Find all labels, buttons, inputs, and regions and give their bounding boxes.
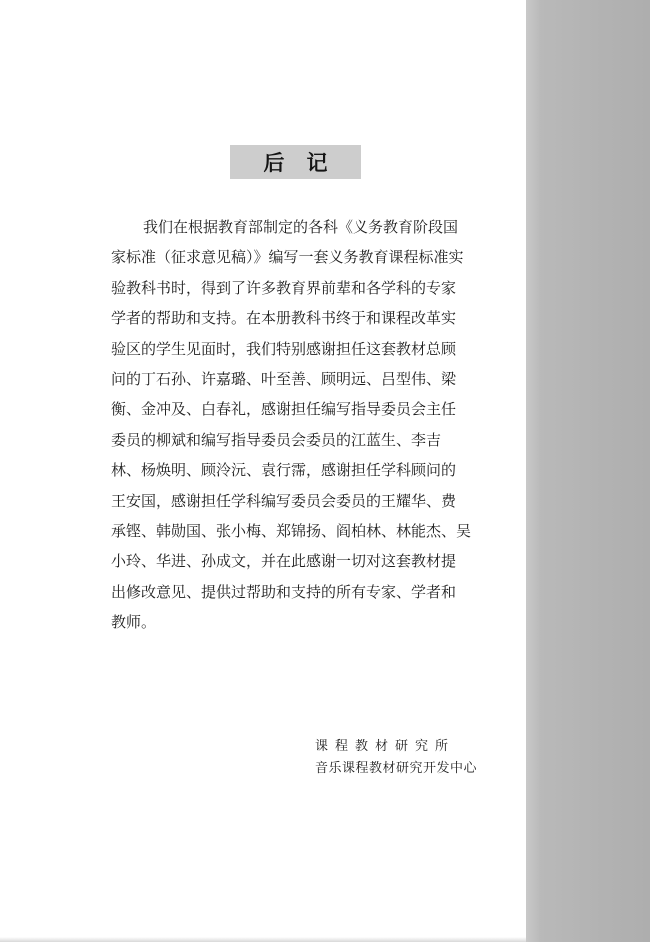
page-title: 后记 — [263, 151, 350, 175]
afterword-body — [111, 212, 511, 637]
body-line: 学者的帮助和支持。在本册教科书终于和课程改革实 — [111, 309, 457, 328]
bottom-edge-shadow — [0, 937, 526, 942]
page-edge-shadow — [526, 0, 650, 942]
body-line: 王安国，感谢担任学科编写委员会委员的王耀华、费 — [111, 491, 457, 510]
body-line: 出修改意见、提供过帮助和支持的所有专家、学者和 — [111, 582, 457, 601]
body-line: 我们在根据教育部制定的各科《义务教育阶段国 — [143, 218, 459, 236]
body-line: 问的丁石孙、许嘉璐、叶至善、顾明远、吕型伟、梁 — [111, 369, 457, 388]
body-line: 验教科书时，得到了许多教育界前辈和各学科的专家 — [111, 278, 457, 297]
signature-block — [315, 736, 477, 780]
body-line: 承铿、韩勋国、张小梅、郑锦扬、阎柏林、林能杰、吴 — [111, 521, 472, 540]
signature-org-1: 课程教材研究所 — [315, 739, 456, 754]
body-line: 委员的柳斌和编写指导委员会委员的江蓝生、李吉 — [111, 430, 442, 449]
title-banner — [230, 145, 361, 179]
body-line: 教师。 — [111, 613, 157, 632]
body-line: 小玲、华进、孙成文，并在此感谢一切对这套教材提 — [111, 552, 457, 571]
body-line: 验区的学生见面时，我们特别感谢担任这套教材总顾 — [111, 339, 457, 358]
body-line: 林、杨焕明、顾泠沅、袁行霈，感谢担任学科顾问的 — [111, 461, 457, 480]
body-line: 衡、金冲及、白春礼，感谢担任编写指导委员会主任 — [111, 400, 457, 419]
body-line: 家标准（征求意见稿）》编写一套义务教育课程标准实 — [111, 248, 464, 267]
signature-org-2: 音乐课程教材研究开发中心 — [315, 761, 478, 776]
